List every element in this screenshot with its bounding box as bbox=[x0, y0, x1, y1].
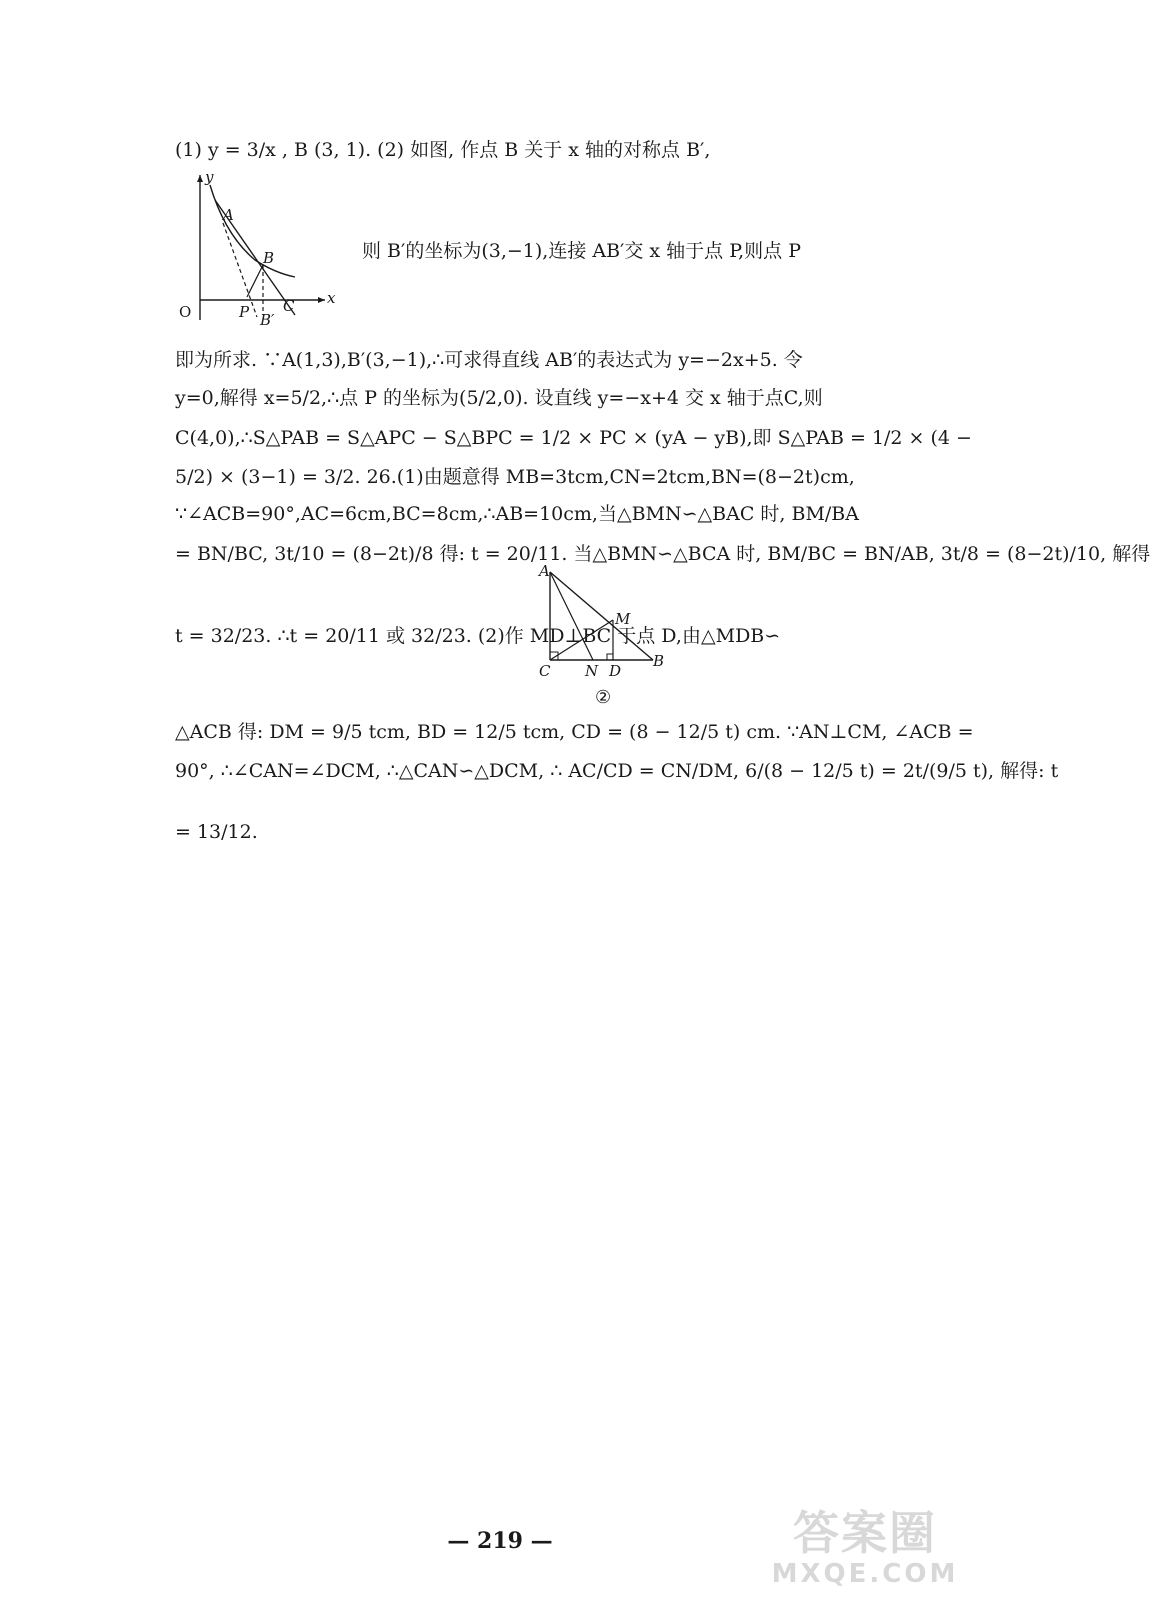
text-line-6: 5/2) × (3−1) = 3/2. 26.(1)由题意得 MB=3tcm,CN=2tcm,BN=(8−2t)cm, bbox=[175, 466, 855, 488]
fig2-label-m: M bbox=[615, 610, 631, 628]
fig1-label-x: x bbox=[327, 289, 336, 307]
fig2-caption: ② bbox=[595, 687, 612, 708]
text-line-10: △ACB 得: DM = 9/5 tcm, BD = 12/5 tcm, CD = (8 − 12/5 t) cm. ∵AN⊥CM, ∠ACB = bbox=[175, 721, 974, 743]
watermark-logo bbox=[750, 1507, 980, 1597]
watermark-bottom: MXQE.COM bbox=[771, 1559, 959, 1589]
fig2-label-c: C bbox=[539, 662, 551, 680]
fig2-label-a: A bbox=[539, 562, 550, 580]
fig1-label-a: A bbox=[223, 206, 234, 224]
fig2-label-d: D bbox=[609, 662, 622, 680]
fig1-label-c: C bbox=[283, 297, 295, 315]
text-line-12: = 13/12. bbox=[175, 821, 258, 843]
fig1-label-b-prime: B′ bbox=[260, 311, 275, 329]
fig2-label-n: N bbox=[585, 662, 599, 680]
text-line-1: (1) y = 3/x , B (3, 1). (2) 如图, 作点 B 关于 x 轴的对称点 B′, bbox=[175, 139, 711, 161]
figure-hyperbola-reflection bbox=[165, 165, 340, 329]
fig1-label-b: B bbox=[263, 249, 275, 267]
text-line-9: t = 32/23. ∴t = 20/11 或 32/23. (2)作 MD⊥BC 于点 D, bbox=[175, 625, 682, 647]
page-number: — 219 — bbox=[447, 1528, 553, 1554]
text-line-2: 则 B′的坐标为(3,−1),连接 AB′交 x 轴于点 P,则点 P bbox=[362, 240, 801, 262]
fig1-label-o: O bbox=[179, 303, 192, 321]
fig2-label-b: B bbox=[653, 652, 665, 670]
text-line-11: 90°, ∴∠CAN=∠DCM, ∴△CAN∽△DCM, ∴ AC/CD = CN/DM, 6/(8 − 12/5 t) = 2t/(9/5 t), 解得: t bbox=[175, 760, 1059, 782]
text-line-9b: 由△MDB∽ bbox=[682, 625, 781, 647]
watermark-top: 答案圈 bbox=[793, 1506, 937, 1560]
text-line-3: 即为所求. ∵A(1,3),B′(3,−1),∴可求得直线 AB′的表达式为 y=−2x+5. 令 bbox=[175, 349, 803, 371]
fig1-label-y: y bbox=[205, 168, 214, 186]
text-line-8: = BN/BC, 3t/10 = (8−2t)/8 得: t = 20/11. 当△BMN∽△BCA 时, BM/BC = BN/AB, 3t/8 = (8−2t)/10, 解得 bbox=[175, 543, 1150, 565]
fig1-label-p: P bbox=[239, 303, 250, 321]
text-line-7: ∵∠ACB=90°,AC=6cm,BC=8cm,∴AB=10cm,当△BMN∽△BAC 时, BM/BA bbox=[175, 503, 859, 525]
text-line-5: C(4,0),∴S△PAB = S△APC − S△BPC = 1/2 × PC × (yA − yB),即 S△PAB = 1/2 × (4 − bbox=[175, 427, 972, 449]
text-line-4: y=0,解得 x=5/2,∴点 P 的坐标为(5/2,0). 设直线 y=−x+4 交 x 轴于点C,则 bbox=[175, 387, 823, 409]
